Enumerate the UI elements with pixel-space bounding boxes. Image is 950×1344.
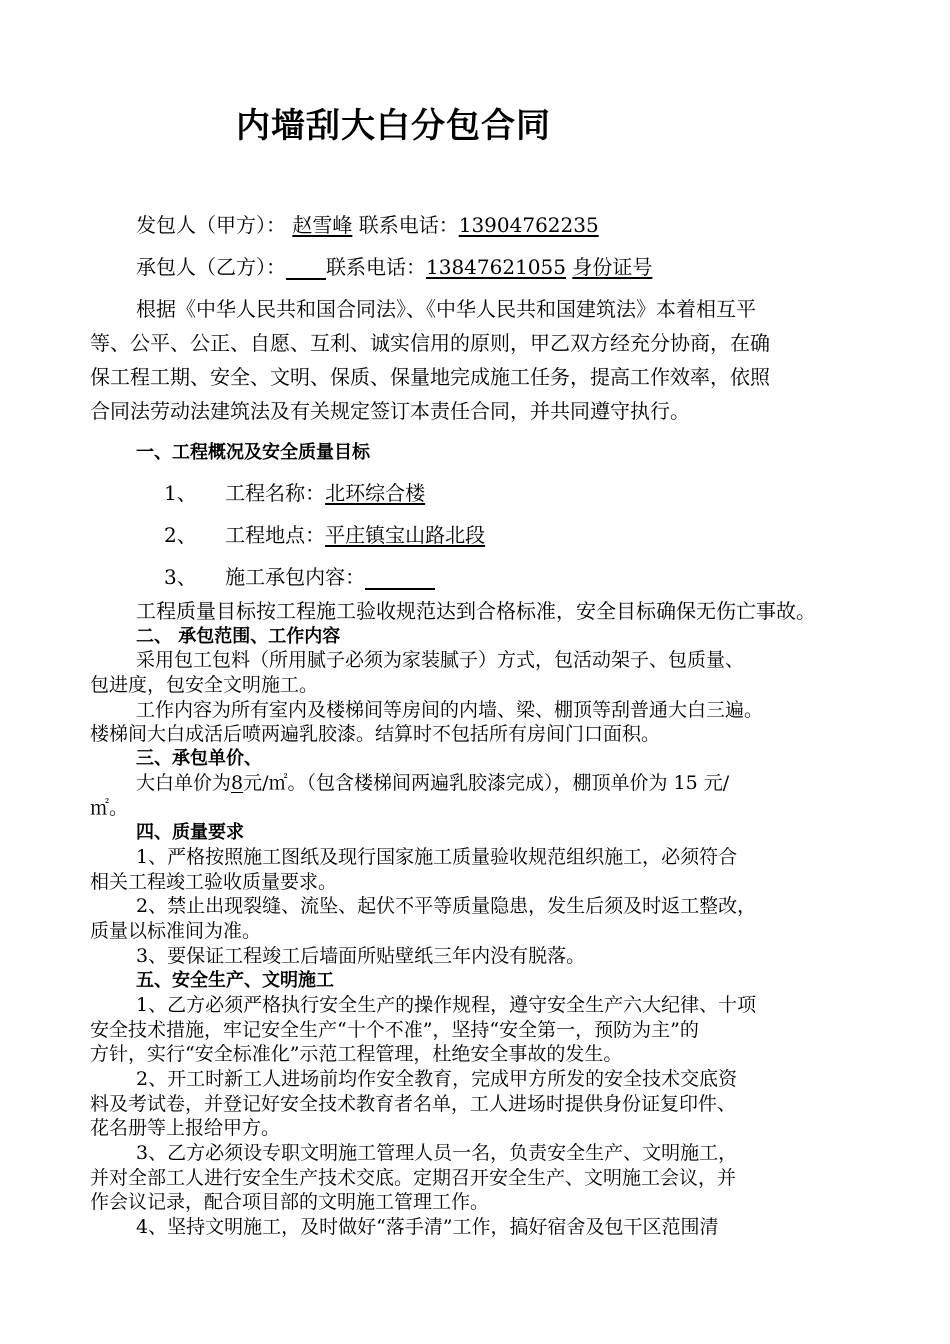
section3-price-line xyxy=(136,771,729,795)
section5-line: 作会议记录，配合项目部的文明施工管理工作。 xyxy=(90,1191,490,1213)
section5-line: 花名册等上报给甲方。 xyxy=(90,1117,281,1139)
section2-line: 工作内容为所有室内及楼梯间等房间的内墙、梁、棚顶等刮普通大白三遍。 xyxy=(136,699,764,721)
party-b-line xyxy=(136,254,652,280)
project-name: 北环综合楼 xyxy=(325,481,426,505)
item-number: 1、 xyxy=(164,481,197,505)
document-title: 内墙刮大白分包合同 xyxy=(236,106,551,146)
party-b-phone: 13847621055 xyxy=(426,255,566,279)
section1-item-scope xyxy=(164,564,435,590)
section4-line: 2、禁止出现裂缝、流坠、起伏不平等质量隐患，发生后须及时返工整改， xyxy=(136,895,757,917)
party-b-phone-label: 联系电话： xyxy=(326,255,426,279)
party-a-line xyxy=(136,212,599,238)
party-a-phone-label: 联系电话： xyxy=(358,213,459,237)
section1-item-name xyxy=(164,480,425,506)
quality-safety-target: 工程质量目标按工程施工验收规范达到合格标准，安全目标确保无伤亡事故。 xyxy=(136,599,816,623)
section5-line: 1、乙方必须严格执行安全生产的操作规程，遵守安全生产六大纪律、十项 xyxy=(136,994,757,1016)
section5-line: 并对全部工人进行安全生产技术交底。定期召开安全生产、文明施工会议，并 xyxy=(90,1167,737,1189)
section5-line: 方针，实行“安全标准化”示范工程管理，杜绝安全事故的发生。 xyxy=(90,1043,623,1065)
party-b-id-label: 身份证号 xyxy=(572,255,653,279)
intro-line: 等、公平、公正、自愿、互利、诚实信用的原则，甲乙双方经充分协商，在确 xyxy=(90,331,770,355)
party-a-label: 发包人（甲方）： xyxy=(136,213,286,237)
intro-line: 根据《中华人民共和国合同法》、《中华人民共和国建筑法》本着相互平 xyxy=(136,297,756,321)
section2-line: 包进度，包安全文明施工。 xyxy=(90,674,319,696)
party-a-name: 赵雪峰 xyxy=(292,213,353,237)
intro-line: 保工程工期、安全、文明、保质、保量地完成施工任务，提高工作效率，依照 xyxy=(90,365,770,389)
party-b-name-blank xyxy=(286,258,326,280)
item-label: 工程名称： xyxy=(225,481,326,505)
section5-line: 3、乙方必须设专职文明施工管理人员一名，负责安全生产、文明施工， xyxy=(136,1142,738,1164)
section4-line: 相关工程竣工验收质量要求。 xyxy=(90,871,338,893)
section3-heading: 三、承包单价、 xyxy=(136,748,262,769)
price-prefix: 大白单价为 xyxy=(136,772,232,794)
party-a-phone: 13904762235 xyxy=(458,213,599,237)
item-label: 施工承包内容： xyxy=(225,565,366,589)
section1-item-location xyxy=(164,522,485,548)
section4-line: 3、要保证工程竣工后墙面所贴壁纸三年内没有脱落。 xyxy=(136,945,586,967)
section3-line2: ㎡。 xyxy=(90,797,129,819)
section4-line: 1、严格按照施工图纸及现行国家施工质量验收规范组织施工，必须符合 xyxy=(136,846,738,868)
section4-heading: 四、质量要求 xyxy=(136,822,244,843)
section2-line: 楼梯间大白成活后喷两遍乳胶漆。结算时不包括所有房间门口面积。 xyxy=(90,723,661,745)
party-b-label: 承包人（乙方）： xyxy=(136,255,286,279)
section5-line: 料及考试卷，并登记好安全技术教育者名单，工人进场时提供身份证复印件、 xyxy=(90,1093,737,1115)
item-label: 工程地点： xyxy=(225,523,326,547)
section2-heading: 二、 承包范围、工作内容 xyxy=(136,626,341,647)
section4-line: 质量以标准间为准。 xyxy=(90,920,262,942)
wall-unit-price: 8 xyxy=(231,772,244,794)
section5-line: 2、开工时新工人进场前均作安全教育，完成甲方所发的安全技术交底资 xyxy=(136,1068,738,1090)
section2-line: 采用包工包料（所用腻子必须为家装腻子）方式，包活动架子、包质量、 xyxy=(136,649,745,671)
item-number: 2、 xyxy=(164,523,197,547)
section5-line: 安全技术措施，牢记安全生产“十个不准”，坚持“安全第一，预防为主”的 xyxy=(90,1019,699,1041)
section5-heading: 五、安全生产、文明施工 xyxy=(136,970,334,991)
item-number: 3、 xyxy=(164,565,197,589)
scope-blank xyxy=(365,568,435,590)
intro-line: 合同法劳动法建筑法及有关规定签订本责任合同，并共同遵守执行。 xyxy=(90,399,690,423)
project-location: 平庄镇宝山路北段 xyxy=(325,523,486,547)
price-suffix: 元/㎡。（包含楼梯间两遍乳胶漆完成），棚顶单价为 15 元/ xyxy=(243,772,730,794)
section1-heading: 一、工程概况及安全质量目标 xyxy=(136,442,370,463)
section5-line: 4、坚持文明施工，及时做好“落手清”工作，搞好宿舍及包干区范围清 xyxy=(136,1216,719,1238)
